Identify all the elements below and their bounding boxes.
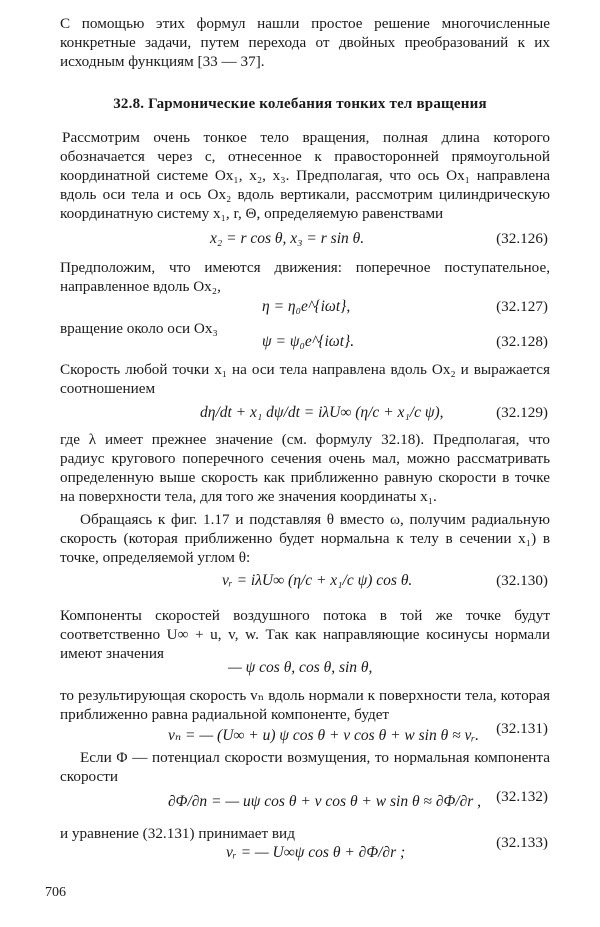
- equation-32-133: vᵣ = — U∞ψ cos θ + ∂Φ/∂r ;: [226, 844, 406, 861]
- paragraph-point-velocity: Скорость любой точки x₁ на оси тела направлена вдоль Ox₂ и выражается соотношением: [60, 361, 550, 397]
- paragraph-potential: Если Φ — потенциал скорости возмущения, то нормальная компонента скорости: [60, 749, 550, 785]
- page-number: 706: [45, 885, 66, 900]
- paragraph-body-definition: Рассмотрим очень тонкое тело вращения, полная длина которого обозначается через c, отнесенное к правосторонней прямоугольной координатной системе Ox₁, x₂, x₃. Предполагая, что ось Ox₁ направлена вдоль оси тела и ось Ox₂ вдоль вертикали, рассмотрим цилиндрическую координатную систему x₁, r, Θ, определяемую равенствами: [60, 129, 550, 222]
- paragraph-motions: Предположим, что имеются движения: поперечное поступательное, направленное вдоль Ox₂,: [60, 259, 550, 295]
- paragraph-equation-form: и уравнение (32.131) принимает вид: [60, 825, 295, 842]
- section-heading: 32.8. Гармонические колебания тонких тел вращения: [113, 96, 487, 112]
- equation-32-129: dη/dt + x₁ dψ/dt = iλU∞ (η/c + x₁/c ψ),: [200, 404, 444, 421]
- equation-32-126: x₂ = r cos θ, x₃ = r sin θ.: [210, 230, 365, 247]
- paragraph-radial-velocity: Обращаясь к фиг. 1.17 и подставляя θ вместо ω, получим радиальную скорость (которая приближенно будет нормальна к телу в сечении x₁) в точке, определяемой углом θ:: [60, 511, 550, 566]
- equation-number-32-131: (32.131): [496, 720, 548, 737]
- paragraph-airflow-components: Компоненты скоростей воздушного потока в той же точке будут соответственно U∞ + u, v, w. Так как направляющие косинусы нормали имеют значения: [60, 607, 550, 662]
- equation-32-132: ∂Φ/∂n = — uψ cos θ + v cos θ + w sin θ ≈ ∂Φ/∂r ,: [168, 793, 482, 810]
- equation-32-127: η = η₀e^{iωt},: [262, 298, 351, 315]
- equation-number-32-128: (32.128): [496, 333, 548, 350]
- paragraph-rotation: вращение около оси Ox₃: [60, 320, 218, 337]
- equation-number-32-126: (32.126): [496, 230, 548, 247]
- equation-number-32-133: (32.133): [496, 834, 548, 851]
- paragraph-lambda: где λ имеет прежнее значение (см. формулу 32.18). Предполагая, что радиус кругового поперечного сечения очень мал, можно рассматривать определенную выше скорость как приближенно равную скорости в точке на поверхности тела, для того же значения координаты x₁.: [60, 431, 550, 505]
- paragraph-normal-velocity: то результирующая скорость vₙ вдоль нормали к поверхности тела, которая приближенно равна радиальной компоненте, будет: [60, 687, 550, 723]
- equation-32-131: vₙ = — (U∞ + u) ψ cos θ + v cos θ + w sin θ ≈ vᵣ.: [168, 727, 480, 744]
- equation-number-32-127: (32.127): [496, 298, 548, 315]
- direction-cosines: — ψ cos θ, cos θ, sin θ,: [228, 659, 373, 676]
- equation-number-32-132: (32.132): [496, 788, 548, 805]
- equation-number-32-130: (32.130): [496, 572, 548, 589]
- intro-paragraph: С помощью этих формул нашли простое решение многочисленные конкретные задачи, путем перехода от двойных преобразований к их исходным функциям [33 — 37].: [60, 15, 550, 70]
- equation-32-128: ψ = ψ₀e^{iωt}.: [262, 333, 355, 350]
- equation-32-130: vᵣ = iλU∞ (η/c + x₁/c ψ) cos θ.: [222, 572, 413, 589]
- equation-number-32-129: (32.129): [496, 404, 548, 421]
